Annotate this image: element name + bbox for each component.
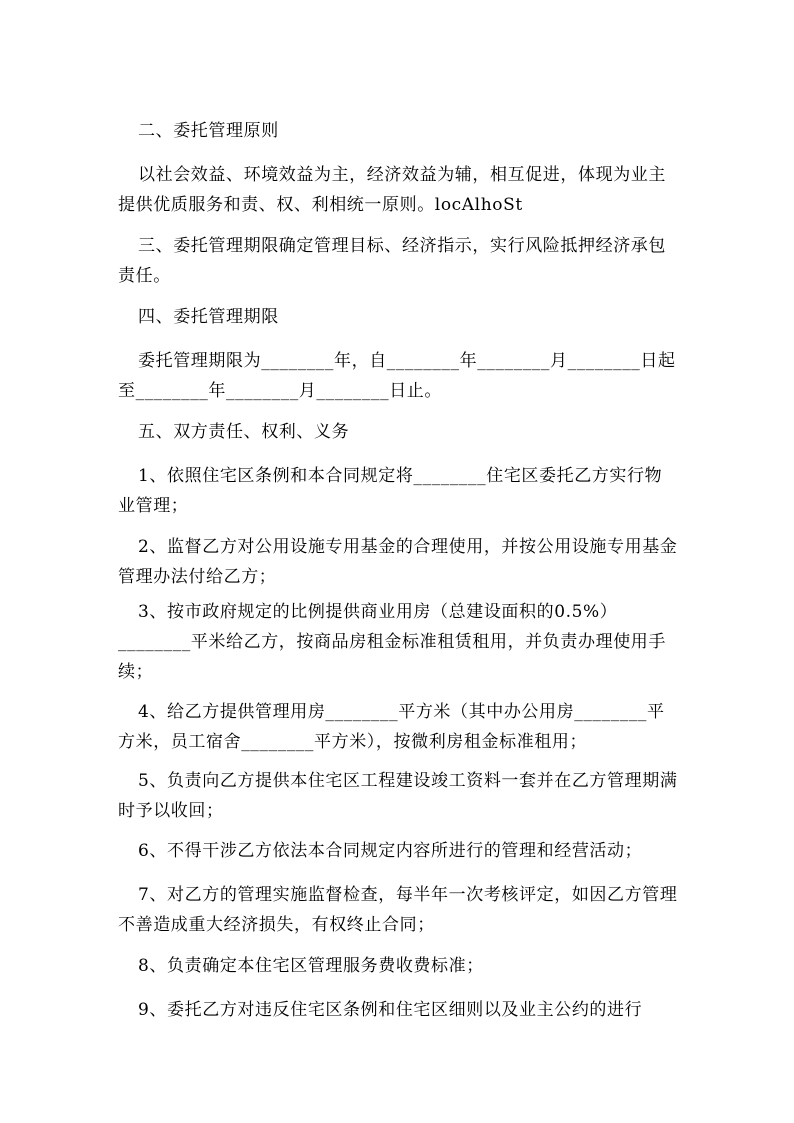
list-item-5: 5、负责向乙方提供本住宅区工程建设竣工资料一套并在乙方管理期满时予以收回； bbox=[118, 771, 678, 821]
list-item-9: 9、委托乙方对违反住宅区条例和住宅区细则以及业主公约的进行 bbox=[138, 1000, 643, 1020]
paragraph-principle: 以社会效益、环境效益为主，经济效益为辅，相互促进，体现为业主提供优质服务和责、权、利相统一原则。locAlhoSt bbox=[118, 165, 666, 215]
section-heading-term-goals: 三、委托管理期限确定管理目标、经济指示，实行风险抵押经济承包责任。 bbox=[118, 236, 666, 286]
list-item-2: 2、监督乙方对公用设施专用基金的合理使用，并按公用设施专用基金管理办法付给乙方； bbox=[118, 537, 678, 587]
list-item-8: 8、负责确定本住宅区管理服务费收费标准； bbox=[138, 956, 484, 976]
section-heading-term: 四、委托管理期限 bbox=[138, 307, 279, 327]
section-heading-principle: 二、委托管理原则 bbox=[138, 121, 279, 141]
list-item-7: 7、对乙方的管理实施监督检查，每半年一次考核评定，如因乙方管理不善造成重大经济损失，有权终止合同； bbox=[118, 885, 678, 935]
section-heading-responsibilities: 五、双方责任、权利、义务 bbox=[138, 422, 350, 442]
list-item-4: 4、给乙方提供管理用房________平方米（其中办公用房________平方米，员工宿舍________平方米），按微利房租金标准租用； bbox=[118, 702, 665, 752]
list-item-6: 6、不得干涉乙方依法本合同规定内容所进行的管理和经营活动； bbox=[138, 841, 643, 861]
list-item-3: 3、按市政府规定的比例提供商业用房（总建设面积的0.5%）________平米给乙方，按商品房租金标准租赁租用，并负责办理使用手续； bbox=[118, 602, 666, 682]
paragraph-term: 委托管理期限为________年，自________年________月________日起至________年________月________日止。 bbox=[118, 351, 676, 401]
list-item-1: 1、依照住宅区条例和本合同规定将________住宅区委托乙方实行物业管理； bbox=[118, 466, 663, 516]
